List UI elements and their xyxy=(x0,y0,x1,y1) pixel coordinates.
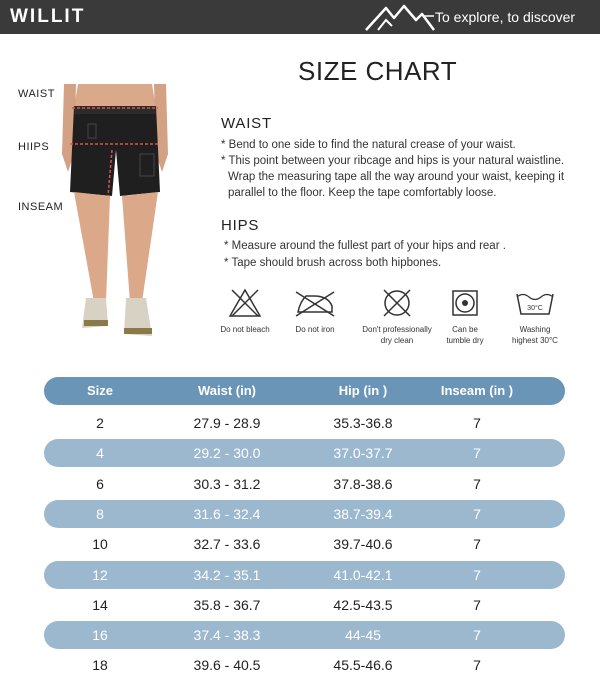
table-cell: 30.3 - 31.2 xyxy=(193,475,261,492)
table-header-cell: Hip (in ) xyxy=(338,383,388,398)
top-bar xyxy=(0,0,600,34)
table-cell: 44-45 xyxy=(345,627,381,644)
table-cell: 8 xyxy=(96,505,104,522)
table-cell: 7 xyxy=(473,657,481,673)
care-label: Washing highest 30°C xyxy=(512,325,558,345)
table-cell: 16 xyxy=(92,627,108,644)
table-cell: 29.2 - 30.0 xyxy=(193,445,261,462)
waist-heading: WAIST xyxy=(221,115,272,132)
table-cell: 7 xyxy=(473,627,481,644)
table-cell: 37.0-37.7 xyxy=(333,445,393,462)
model-figure xyxy=(60,84,170,344)
label-hips: HIIPS xyxy=(18,141,50,153)
page-title: SIZE CHART xyxy=(298,56,458,86)
table-cell: 42.5-43.5 xyxy=(333,596,393,613)
mountain-icon xyxy=(364,2,436,32)
hips-bullet-2: * Tape should brush across both hipbones. xyxy=(224,257,442,269)
table-cell: 38.7-39.4 xyxy=(333,505,393,522)
table-cell: 35.8 - 36.7 xyxy=(193,596,261,613)
table-cell: 7 xyxy=(473,475,481,492)
waist-bullet-3: Wrap the measuring tape all the way around your waist, keeping it xyxy=(228,171,565,183)
table-cell: 18 xyxy=(92,657,108,673)
care-label: Do not bleach xyxy=(220,325,270,334)
table-cell: 7 xyxy=(473,505,481,522)
table-cell: 7 xyxy=(473,415,481,431)
table-cell: 32.7 - 33.6 xyxy=(193,536,261,553)
waist-bullet-2: * This point between your ribcage and hips is your natural waistline. xyxy=(221,155,565,167)
hips-heading: HIPS xyxy=(221,217,260,234)
table-cell: 4 xyxy=(96,445,104,462)
care-no-iron xyxy=(270,288,360,335)
table-cell: 37.8-38.6 xyxy=(333,475,393,492)
table-cell: 7 xyxy=(473,596,481,613)
care-label: Do not iron xyxy=(295,325,335,334)
label-waist: WAIST xyxy=(18,88,55,100)
table-cell: 34.2 - 35.1 xyxy=(193,566,261,583)
table-cell: 14 xyxy=(92,596,108,613)
table-cell: 31.6 - 32.4 xyxy=(193,505,261,522)
table-cell: 12 xyxy=(92,566,108,583)
table-cell: 39.6 - 40.5 xyxy=(193,657,261,673)
table-header-cell: Inseam (in ) xyxy=(440,383,514,398)
care-label: Don't professionally dry clean xyxy=(362,325,432,345)
tumble-dry-icon xyxy=(450,288,480,318)
table-cell: 2 xyxy=(96,415,104,431)
table-cell: 6 xyxy=(96,475,104,492)
wash-30-icon xyxy=(514,288,556,318)
label-inseam: INSEAM xyxy=(18,201,64,213)
care-wash-30 xyxy=(490,288,580,346)
no-dry-clean-icon xyxy=(380,288,414,318)
no-iron-icon xyxy=(292,288,338,318)
tagline: To explore, to discover xyxy=(435,9,576,25)
table-cell: 35.3-36.8 xyxy=(333,415,393,431)
table-cell: 45.5-46.6 xyxy=(333,657,393,673)
no-bleach-icon xyxy=(228,288,262,318)
waist-bullet-1: * Bend to one side to find the natural crease of your waist. xyxy=(221,139,516,151)
table-cell: 39.7-40.6 xyxy=(333,536,393,553)
table-cell: 7 xyxy=(473,536,481,553)
table-cell: 41.0-42.1 xyxy=(333,566,393,583)
table-cell: 27.9 - 28.9 xyxy=(193,415,261,431)
care-label: Can be tumble dry xyxy=(446,325,484,345)
table-header-cell: Size xyxy=(86,383,113,398)
table-header-cell: Waist (in) xyxy=(197,383,256,398)
table-cell: 7 xyxy=(473,566,481,583)
table-cell: 10 xyxy=(92,536,108,553)
table-cell: 7 xyxy=(473,445,481,462)
hips-bullet-1: * Measure around the fullest part of your hips and rear . xyxy=(224,240,506,252)
waist-bullet-4: parallel to the floor. Keep the tape comfortably loose. xyxy=(228,187,497,199)
wash-temp-text: 30°C xyxy=(527,305,543,312)
table-cell: 37.4 - 38.3 xyxy=(193,627,261,644)
brand-logo: WILLIT xyxy=(10,6,86,27)
